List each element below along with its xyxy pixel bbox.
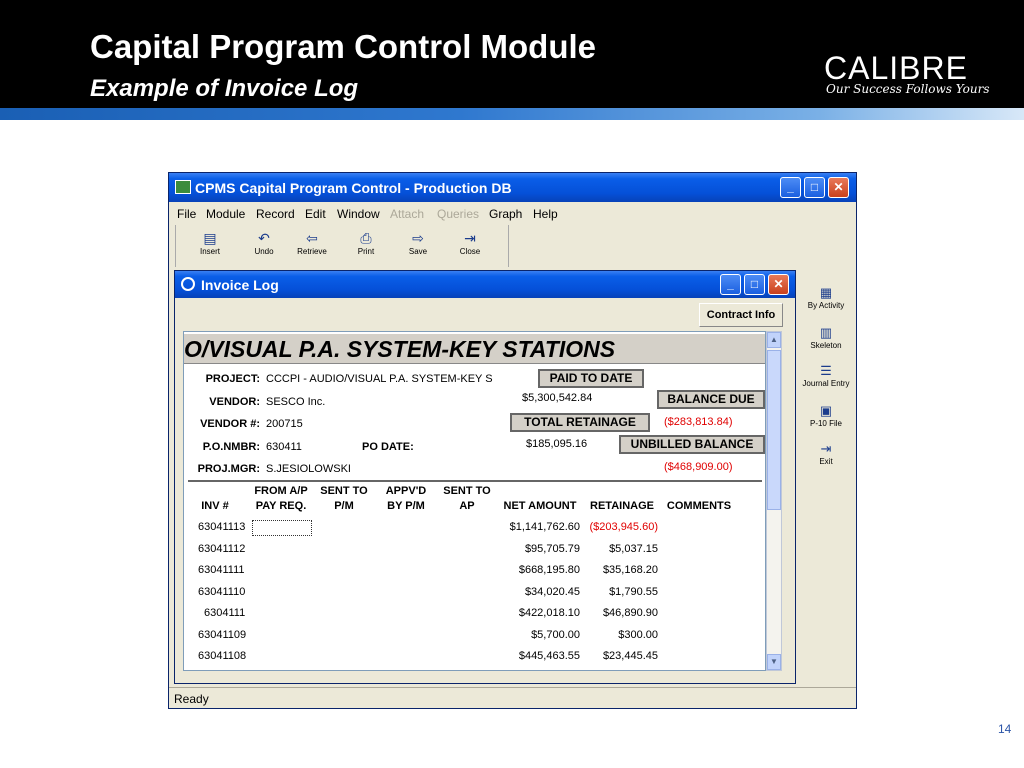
app-icon xyxy=(175,180,191,194)
status-text: Ready xyxy=(174,692,209,706)
journal-icon: ☰ xyxy=(820,363,832,378)
project-manager-label: PROJ.MGR: xyxy=(197,463,260,475)
row-retainage: $23,445.45 xyxy=(602,650,658,662)
insert-button[interactable] xyxy=(190,229,230,265)
col-header-from-ap xyxy=(248,484,314,514)
invoice-log-icon xyxy=(181,277,195,291)
row-invoice-number: 63041109 xyxy=(198,628,247,641)
col-header-inv: INV # xyxy=(201,500,229,512)
p-10-file-button[interactable] xyxy=(797,403,855,428)
po-number-label: P.O.NMBR: xyxy=(202,441,260,453)
row-invoice-number: 6304111 xyxy=(204,607,246,619)
save-icon: ⇨ xyxy=(412,230,424,246)
row-net-amount: $34,020.45 xyxy=(524,585,580,598)
retrieve-button[interactable] xyxy=(292,229,332,265)
unbilled-balance-label: UNBILLED BALANCE xyxy=(619,435,765,454)
header-stripe xyxy=(0,108,1024,120)
col-header-appvd-line1: APPV'D xyxy=(385,485,427,497)
pay-request-input[interactable] xyxy=(252,520,312,536)
row-retainage: $300.00 xyxy=(618,628,658,641)
col-header-sent-ap-line2: AP xyxy=(459,500,475,512)
journal-entry-button[interactable] xyxy=(797,363,855,388)
by-activity-button-label: By Activity xyxy=(807,301,845,310)
col-header-sent-pm-line2: P/M xyxy=(334,500,354,512)
menu-queries: Queries xyxy=(437,207,480,221)
col-header-appvd-line2: BY P/M xyxy=(387,500,425,512)
po-number-value: 630411 xyxy=(266,441,302,453)
p-10-file-button-label: P-10 File xyxy=(809,419,842,428)
close-button-label: Close xyxy=(459,247,481,256)
child-minimize-button[interactable]: _ xyxy=(720,274,741,295)
row-retainage: $1,790.55 xyxy=(609,585,658,598)
invoice-log-title-bar[interactable] xyxy=(175,271,795,298)
menu-edit[interactable]: Edit xyxy=(305,207,326,221)
calibre-logo: CALIBRE xyxy=(824,50,968,86)
row-retainage: ($203,945.60) xyxy=(589,521,658,533)
col-header-net-amount: NET AMOUNT xyxy=(503,500,577,512)
close-button[interactable]: ✕ xyxy=(828,177,849,198)
col-header-sent-ap xyxy=(438,484,496,514)
project-label: PROJECT: xyxy=(205,373,260,385)
total-retainage-label: TOTAL RETAINAGE xyxy=(510,413,650,432)
col-header-sent-pm xyxy=(314,484,374,514)
section-divider xyxy=(188,480,762,482)
form-scrollbar[interactable] xyxy=(766,331,782,671)
right-action-panel xyxy=(797,273,855,673)
row-retainage: $46,890.90 xyxy=(602,607,658,619)
slide-title: Capital Program Control Module xyxy=(90,28,597,65)
insert-button-label: Insert xyxy=(199,247,220,256)
save-button-label: Save xyxy=(408,247,428,256)
close-door-icon: ⇥ xyxy=(464,230,476,246)
vendor-label: VENDOR: xyxy=(209,396,260,408)
col-header-sent-ap-line1: SENT TO xyxy=(443,485,491,497)
balance-due-label: BALANCE DUE xyxy=(657,390,765,409)
print-button-label: Print xyxy=(357,247,375,256)
scroll-down-button[interactable]: ▼ xyxy=(767,654,781,670)
row-invoice-number: 63041108 xyxy=(198,650,247,662)
vendor-value: SESCO Inc. xyxy=(266,396,326,408)
undo-icon: ↶ xyxy=(258,230,270,246)
row-invoice-number: 63041112 xyxy=(198,542,246,555)
scroll-up-button[interactable]: ▲ xyxy=(767,332,781,348)
menu-graph[interactable]: Graph xyxy=(489,207,523,221)
row-net-amount: $95,705.79 xyxy=(524,542,580,555)
journal-entry-button-label: Journal Entry xyxy=(802,379,850,388)
minimize-button[interactable]: _ xyxy=(780,177,801,198)
col-header-from-ap-line1: FROM A/P xyxy=(254,485,308,497)
insert-icon: ▤ xyxy=(203,230,217,246)
vendor-number-label: VENDOR #: xyxy=(200,418,260,430)
row-net-amount: $5,700.00 xyxy=(531,628,580,641)
project-value: CCCPI - AUDIO/VISUAL P.A. SYSTEM-KEY S xyxy=(266,373,493,385)
row-net-amount: $422,018.10 xyxy=(518,607,580,619)
row-invoice-number: 63041110 xyxy=(198,585,246,598)
print-button[interactable] xyxy=(346,229,386,265)
balance-due-value: ($283,813.84) xyxy=(664,416,733,428)
child-close-button[interactable]: ✕ xyxy=(768,274,789,295)
col-header-appvd xyxy=(376,484,436,514)
activity-icon: ▦ xyxy=(819,285,833,300)
row-net-amount: $1,141,762.60 xyxy=(509,521,580,533)
maximize-button[interactable]: □ xyxy=(804,177,825,198)
slide-subtitle: Example of Invoice Log xyxy=(90,75,359,102)
skeleton-button[interactable] xyxy=(797,325,855,350)
menu-window[interactable]: Window xyxy=(337,207,380,221)
undo-button[interactable] xyxy=(244,229,284,265)
by-activity-button[interactable] xyxy=(797,285,855,310)
status-bar xyxy=(169,687,856,709)
paid-to-date-value: $5,300,542.84 xyxy=(522,392,593,404)
col-header-from-ap-line2: PAY REQ. xyxy=(255,500,307,512)
skeleton-button-label: Skeleton xyxy=(810,341,842,350)
menu-bar xyxy=(169,203,856,225)
slide-header xyxy=(0,0,1024,108)
row-retainage: $5,037.15 xyxy=(609,542,658,555)
contract-info-button[interactable]: Contract Info xyxy=(699,303,783,327)
app-title-bar[interactable] xyxy=(169,173,856,202)
row-retainage: $35,168.20 xyxy=(602,564,658,576)
retrieve-icon: ⇦ xyxy=(306,230,318,246)
paid-to-date-label: PAID TO DATE xyxy=(538,369,644,388)
menu-record[interactable]: Record xyxy=(256,207,295,221)
po-date-label: PO DATE: xyxy=(362,441,414,453)
app-title: CPMS Capital Program Control - Production DB xyxy=(195,180,512,196)
toolbar xyxy=(175,225,509,267)
invoice-log-title: Invoice Log xyxy=(201,277,279,293)
exit-button-label: Exit xyxy=(819,457,833,466)
unbilled-balance-value: ($468,909.00) xyxy=(664,461,733,473)
project-manager-value: S.JESIOLOWSKI xyxy=(266,463,351,475)
exit-button[interactable] xyxy=(797,441,855,466)
menu-attach: Attach xyxy=(390,207,425,221)
vendor-number-value: 200715 xyxy=(266,418,303,430)
row-invoice-number: 63041111 xyxy=(198,564,245,576)
invoice-log-window xyxy=(174,270,796,684)
col-header-comments: COMMENTS xyxy=(666,500,732,512)
exit-icon: ⇥ xyxy=(820,441,832,456)
page-number: 14 xyxy=(998,722,1012,736)
close-button[interactable] xyxy=(450,229,490,265)
file-icon: ▣ xyxy=(819,403,833,418)
app-window xyxy=(168,172,857,709)
child-maximize-button[interactable]: □ xyxy=(744,274,765,295)
skeleton-icon: ▥ xyxy=(819,325,833,340)
col-header-sent-pm-line1: SENT TO xyxy=(320,485,368,497)
invoice-form xyxy=(183,331,766,671)
undo-button-label: Undo xyxy=(254,247,274,256)
total-retainage-value: $185,095.16 xyxy=(526,438,588,450)
menu-module[interactable]: Module xyxy=(206,207,246,221)
row-net-amount: $668,195.80 xyxy=(518,564,580,576)
logo-tagline: Our Success Follows Yours xyxy=(826,82,990,96)
retrieve-button-label: Retrieve xyxy=(297,247,327,256)
print-icon: ⎙ xyxy=(360,230,372,246)
save-button[interactable] xyxy=(398,229,438,265)
col-header-retainage: RETAINAGE xyxy=(590,500,654,512)
row-invoice-number: 63041113 xyxy=(198,521,246,533)
menu-file[interactable]: File xyxy=(177,207,197,221)
row-net-amount: $445,463.55 xyxy=(518,650,580,662)
scroll-thumb[interactable] xyxy=(767,350,781,510)
project-banner: O/VISUAL P.A. SYSTEM-KEY STATIONS xyxy=(184,334,766,364)
menu-help[interactable]: Help xyxy=(533,207,558,221)
